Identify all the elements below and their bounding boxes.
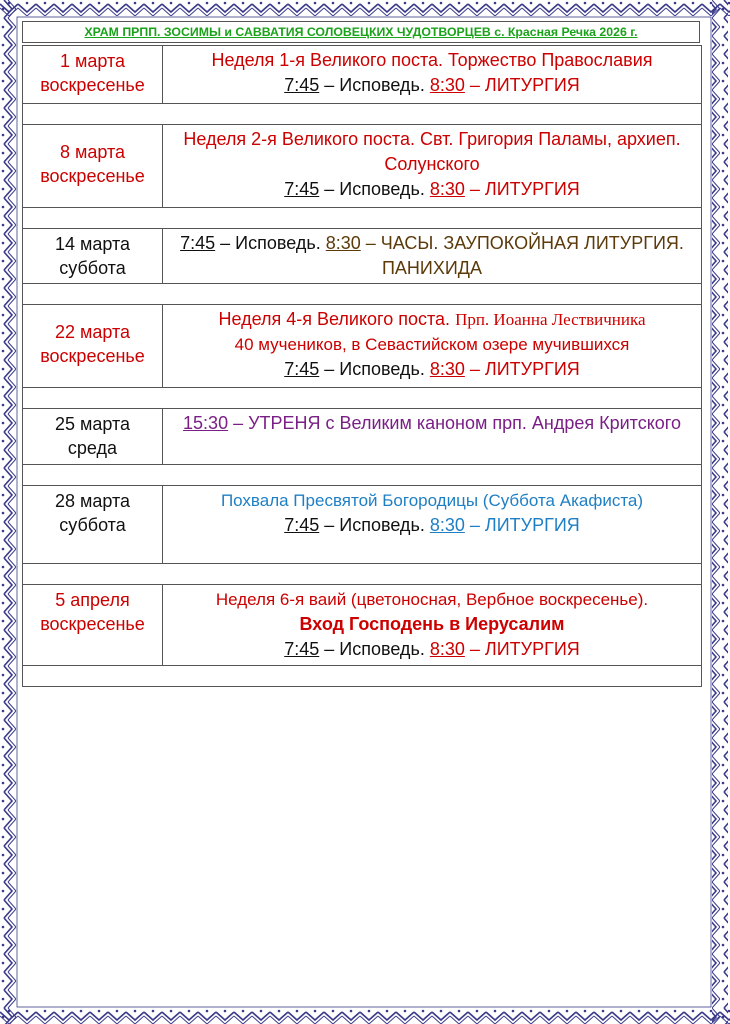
time-confession: 7:45 [284, 359, 320, 379]
confession-text: Исповедь. [339, 639, 425, 659]
date-cell [23, 229, 163, 284]
spacer-row [23, 284, 702, 305]
spacer-row [23, 388, 702, 409]
confession-text: Исповедь. [339, 359, 425, 379]
weekday-text: суббота [59, 258, 126, 278]
time-service: 8:30 [429, 359, 465, 379]
schedule-table [22, 45, 702, 687]
date-cell [23, 125, 163, 208]
time-confession: 7:45 [284, 515, 320, 535]
weekday-text: среда [67, 438, 118, 458]
separator: – [215, 233, 236, 253]
separator: – [319, 179, 340, 199]
feast-title: Неделя 2-я Великого поста. Свт. Григория Паламы, архиеп. Солунского [183, 129, 681, 174]
time-service: 8:30 [429, 75, 465, 95]
date-cell [23, 46, 163, 104]
time-service: 8:30 [325, 233, 361, 253]
date-text: 8 марта [59, 142, 126, 162]
table-row [23, 486, 702, 564]
date-text: 25 марта [54, 414, 131, 434]
table-row [23, 125, 702, 208]
separator: – [464, 75, 485, 95]
service-text: ЛИТУРГИЯ [484, 515, 580, 535]
time-service: 8:30 [429, 515, 465, 535]
service-cell [163, 229, 702, 284]
weekday-text: воскресенье [40, 614, 145, 634]
saint-name: Прп. Иоанна Лествичника [455, 310, 646, 329]
weekday-text: воскресенье [40, 166, 145, 186]
spacer-row [23, 564, 702, 585]
separator: – [319, 75, 340, 95]
time-service: 8:30 [429, 639, 465, 659]
time-confession: 7:45 [284, 179, 320, 199]
service-text: ЧАСЫ. ЗАУПОКОЙНАЯ ЛИТУРГИЯ. ПАНИХИДА [380, 233, 684, 278]
date-text: 1 марта [59, 51, 126, 71]
feast-title-bold: Вход Господень в Иерусалим [299, 614, 565, 634]
separator: – [319, 515, 340, 535]
date-cell [23, 486, 163, 564]
service-cell [163, 46, 702, 104]
service-text: ЛИТУРГИЯ [484, 639, 580, 659]
feast-title: Похвала Пресвятой Богородицы (Суббота Акафиста) [220, 491, 644, 510]
service-cell [163, 486, 702, 564]
service-text: УТРЕНЯ с Великим каноном прп. Андрея Критского [248, 413, 681, 433]
confession-text: Исповедь. [235, 233, 321, 253]
service-cell [163, 125, 702, 208]
separator: – [228, 413, 249, 433]
date-cell [23, 409, 163, 465]
time-service: 15:30 [183, 413, 229, 433]
service-text: ЛИТУРГИЯ [484, 179, 580, 199]
date-cell [23, 585, 163, 666]
service-cell [163, 305, 702, 388]
date-text: 14 марта [54, 234, 131, 254]
separator: – [319, 359, 340, 379]
page-title: ХРАМ ПРПП. ЗОСИМЫ и САВВАТИЯ СОЛОВЕЦКИХ ЧУДОТВОРЦЕВ с. Красная Речка 2026 г. [84, 25, 638, 39]
service-cell [163, 585, 702, 666]
date-text: 22 марта [54, 322, 131, 342]
confession-text: Исповедь. [339, 179, 425, 199]
separator: – [464, 515, 485, 535]
table-row [23, 409, 702, 465]
separator: – [464, 359, 485, 379]
date-text: 5 апреля [55, 590, 130, 610]
weekday-text: воскресенье [40, 75, 145, 95]
table-row [23, 46, 702, 104]
confession-text: Исповедь. [339, 515, 425, 535]
spacer-row [23, 465, 702, 486]
separator: – [464, 639, 485, 659]
service-text: ЛИТУРГИЯ [484, 359, 580, 379]
separator: – [360, 233, 381, 253]
feast-title: Неделя 1-я Великого поста. Торжество Православия [211, 50, 653, 70]
service-text: ЛИТУРГИЯ [484, 75, 580, 95]
feast-title: Неделя 4-я Великого поста. [218, 309, 451, 329]
spacer-row [23, 666, 702, 687]
page-header [22, 21, 700, 43]
table-row [23, 305, 702, 388]
separator: – [319, 639, 340, 659]
weekday-text: суббота [59, 515, 126, 535]
table-row [23, 585, 702, 666]
weekday-text: воскресенье [40, 346, 145, 366]
confession-text: Исповедь. [339, 75, 425, 95]
date-text: 28 марта [54, 491, 131, 511]
time-confession: 7:45 [284, 75, 320, 95]
feast-title: Неделя 6-я ваий (цветоносная, Вербное воскресенье). [215, 590, 649, 609]
time-confession: 7:45 [284, 639, 320, 659]
service-cell [163, 409, 702, 465]
table-row [23, 229, 702, 284]
feast-subtitle: 40 мучеников, в Севастийском озере мучившихся [234, 335, 630, 354]
time-service: 8:30 [429, 179, 465, 199]
spacer-row [23, 208, 702, 229]
spacer-row [23, 104, 702, 125]
separator: – [464, 179, 485, 199]
time-confession: 7:45 [180, 233, 216, 253]
date-cell [23, 305, 163, 388]
